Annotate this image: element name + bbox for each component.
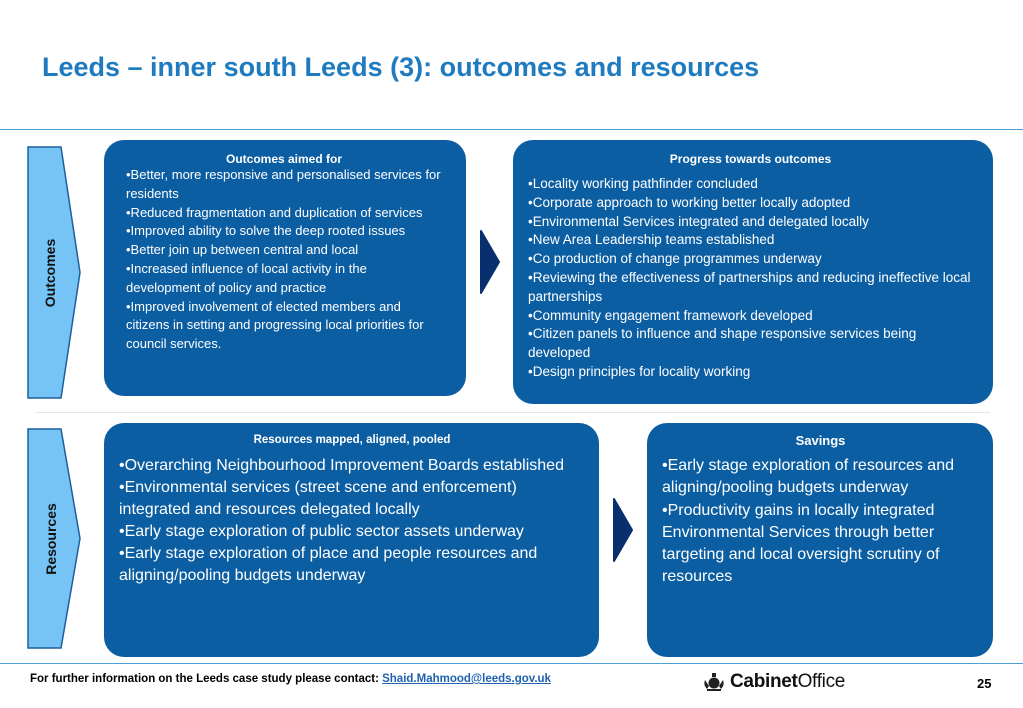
list-item: •Environmental services (street scene and enforcement) integrated and resources delegated locally xyxy=(119,479,517,518)
footer-contact-text: For further information on the Leeds case study please contact: xyxy=(30,673,379,685)
outcomes-aimed-heading: Outcomes aimed for xyxy=(225,152,343,166)
list-item: •Reviewing the effectiveness of partnerships and reducing ineffective local partnerships xyxy=(528,269,971,304)
list-item: •Increased influence of local activity in the development of policy and practice xyxy=(126,260,367,295)
outcomes-aimed-box xyxy=(104,140,466,396)
list-item: •Locality working pathfinder concluded xyxy=(528,176,758,191)
list-item: •Early stage exploration of place and people resources and aligning/pooling budgets underway xyxy=(119,545,538,584)
list-item: •Early stage exploration of resources and aligning/pooling budgets underway xyxy=(662,457,954,497)
resources-heading: Resources mapped, aligned, pooled xyxy=(253,434,451,446)
savings-box xyxy=(647,423,993,657)
resources-side-label: Resources xyxy=(42,502,59,575)
outcomes-side-arrow xyxy=(27,146,82,399)
list-item: •Design principles for locality working xyxy=(528,363,751,379)
page-number: 25 xyxy=(977,676,992,691)
footer-divider xyxy=(0,663,1023,664)
logo-bold-text: Cabinet xyxy=(730,671,798,692)
resources-box xyxy=(104,423,599,657)
list-item: •Co production of change programmes underway xyxy=(528,251,822,267)
contact-email-link[interactable]: Shaid.Mahmood@leeds.gov.uk xyxy=(382,673,551,685)
list-item: •Environmental Services integrated and delegated locally xyxy=(528,213,869,229)
list-item: •Reduced fragmentation and duplication of services xyxy=(126,204,423,220)
outcomes-side-label: Outcomes xyxy=(42,238,59,307)
list-item: •Improved involvement of elected members and citizens in setting and progressing local priorities for council services. xyxy=(126,298,424,352)
list-item: •New Area Leadership teams established xyxy=(528,232,775,248)
list-item: •Community engagement framework developed xyxy=(528,307,813,323)
list-item: •Better, more responsive and personalised services for residents xyxy=(126,167,441,201)
list-item: •Better join up between central and local xyxy=(126,242,359,258)
logo-light-text: Office xyxy=(797,671,846,692)
section-divider xyxy=(35,412,990,413)
progress-box xyxy=(513,140,993,404)
royal-crest-icon xyxy=(703,671,725,693)
cabinet-office-logo xyxy=(703,671,845,693)
list-item: •Overarching Neighbourhood Improvement Boards established xyxy=(119,457,564,474)
progress-heading: Progress towards outcomes xyxy=(669,152,832,166)
logo-wordmark xyxy=(730,671,845,693)
page-title: Leeds – inner south Leeds (3): outcomes and resources xyxy=(42,52,760,82)
footer-contact xyxy=(30,673,551,685)
savings-heading: Savings xyxy=(795,433,846,448)
resources-side-arrow xyxy=(27,428,82,649)
list-item: •Corporate approach to working better locally adopted xyxy=(528,194,851,210)
flow-arrow-icon xyxy=(612,497,634,563)
flow-arrow-icon xyxy=(479,229,501,295)
header-divider xyxy=(0,129,1023,130)
list-item: •Improved ability to solve the deep rooted issues xyxy=(126,223,406,239)
list-item: •Productivity gains in locally integrated Environmental Services through better targeting and local oversight scrutiny of resources xyxy=(662,501,940,586)
list-item: •Early stage exploration of public sector assets underway xyxy=(119,523,524,540)
list-item: •Citizen panels to influence and shape responsive services being developed xyxy=(528,326,917,361)
